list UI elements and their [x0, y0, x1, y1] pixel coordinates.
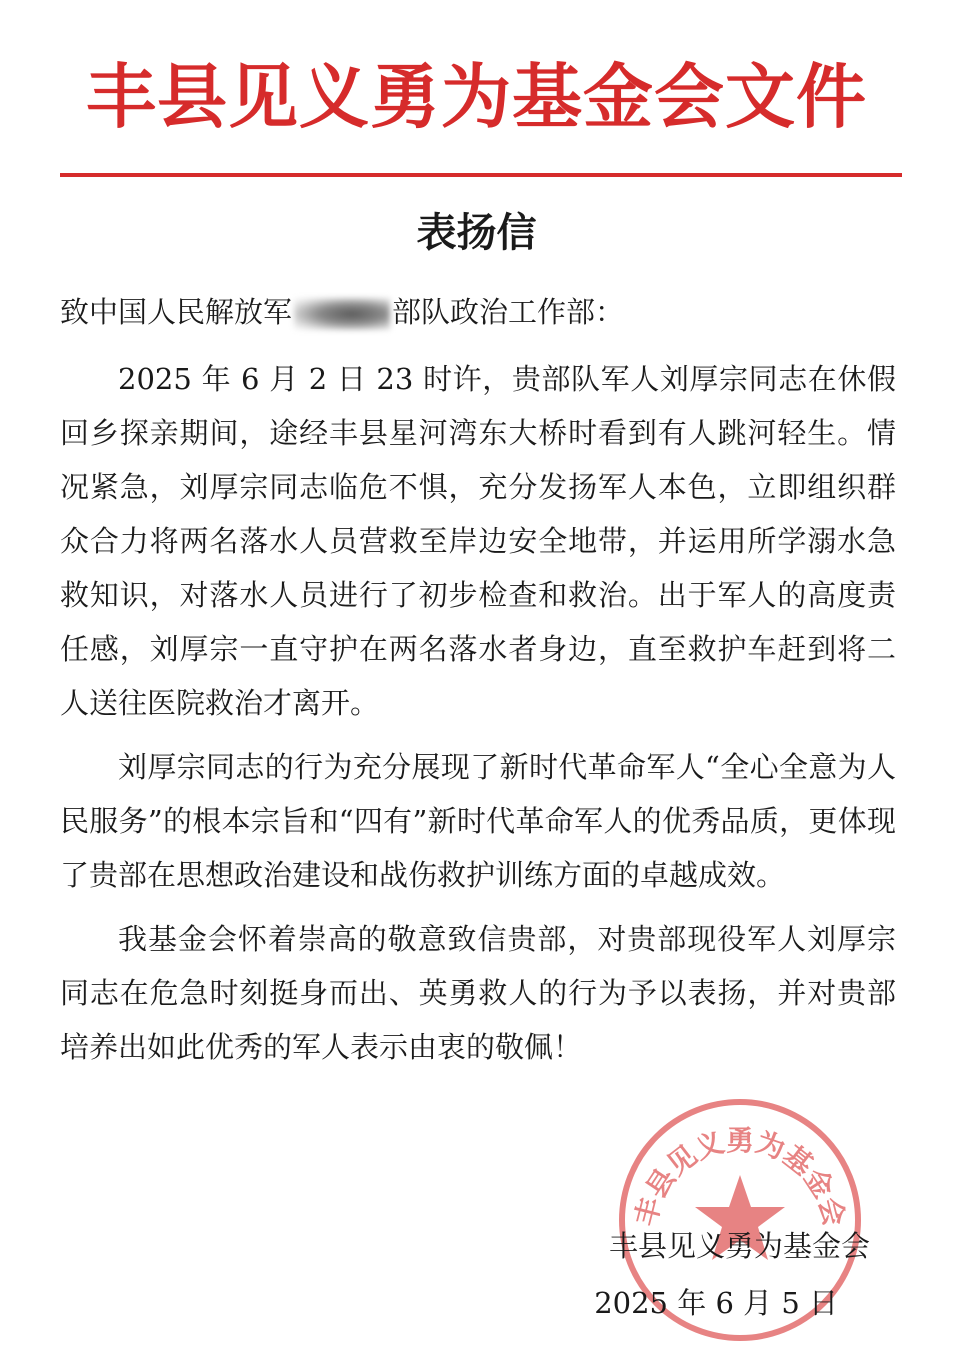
document-header-title: 丰县见义勇为基金会文件 [86, 56, 867, 138]
paragraph-incident: 2025 年 6 月 2 日 23 时许，贵部队军人刘厚宗同志在休假回乡探亲期间，途经丰县星河湾东大桥时看到有人跳河轻生。情况紧急，刘厚宗同志临危不惧，充分发扬军人本色，立即组织群众合力将两名落水人员营救至岸边安全地带，并运用所学溺水急救知识，对落水人员进行了初步检查和救治。出于军人的高度责任感，刘厚宗一直守护在两名落水者身边，直至救护车赶到将二人送往医院救治才离开。 [60, 362, 896, 720]
salutation [60, 292, 920, 332]
header-red-rule [60, 173, 902, 177]
salutation-prefix: 致中国人民解放军 [60, 295, 293, 329]
paragraph-commendation: 我基金会怀着崇高的敬意致信贵部，对贵部现役军人刘厚宗同志在危急时刻挺身而出、英勇救人的行为予以表扬，并对贵部培养出如此优秀的军人表示由衷的敬佩！ [60, 922, 896, 1064]
signature: 丰县见义勇为基金会 [608, 1229, 870, 1263]
seal-text: 丰县见义勇为基金会 [628, 1124, 852, 1230]
paragraph-praise: 刘厚宗同志的行为充分展现了新时代革命军人“全心全意为人民服务”的根本宗旨和“四有”新时代革命军人的优秀品质，更体现了贵部在思想政治建设和战伤救护训练方面的卓越成效。 [60, 750, 896, 892]
salutation-suffix: 部队政治工作部： [392, 295, 625, 329]
redacted-unit-number [294, 298, 390, 330]
letter-title: 表扬信 [416, 209, 537, 256]
letter-body [60, 352, 896, 1084]
letter-date: 2025 年 6 月 5 日 [594, 1286, 838, 1320]
